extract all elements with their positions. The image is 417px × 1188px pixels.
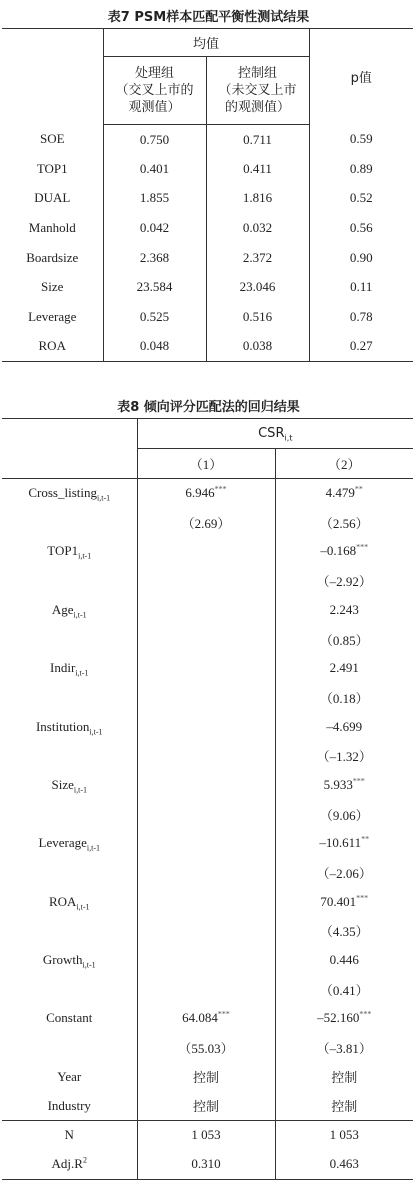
- table8-col1-coef-text: 64.084: [182, 1010, 218, 1026]
- significance-stars: ***: [352, 776, 365, 786]
- table8-col1-coef: [137, 1004, 275, 1033]
- significance-stars: **: [354, 485, 363, 495]
- table8-var-empty: [2, 916, 137, 945]
- table7-treat-value: 0.750: [103, 125, 206, 155]
- var-subscript: i,t-1: [76, 902, 90, 912]
- table7-header-mean: 均值: [103, 29, 309, 57]
- table8-col2-tstat: （0.41）: [319, 982, 369, 998]
- table7-row: [2, 243, 413, 273]
- table7-control-value: 2.372: [206, 243, 309, 273]
- table8-col2-coef-text: –52.160: [317, 1010, 360, 1026]
- table8-var: [2, 712, 137, 741]
- significance-stars: **: [361, 835, 370, 845]
- table8-col1-stat: 1 053: [137, 1121, 275, 1150]
- table8-col1-coef: [137, 595, 275, 624]
- table7-control-value: 0.411: [206, 154, 309, 184]
- significance-stars: ***: [356, 543, 369, 553]
- table7-control-value: 0.032: [206, 213, 309, 243]
- table7-var: Size: [2, 272, 103, 302]
- table7-var: Manhold: [2, 213, 103, 243]
- table7-p-value: 0.11: [350, 279, 373, 295]
- table8-var: [2, 946, 137, 975]
- table7-var: SOE: [2, 125, 103, 155]
- table8-tstat-row: [2, 624, 413, 653]
- table7-p-value: 0.56: [349, 220, 373, 236]
- table8: [2, 418, 413, 1180]
- table8-col1-coef: [137, 829, 275, 858]
- table8-col1-coef: [137, 654, 275, 683]
- significance-stars: ***: [217, 1010, 230, 1020]
- table8-col1-label: （1）: [137, 449, 275, 479]
- table8-col1-tstat: [137, 858, 275, 887]
- table8-colnum-row: [2, 449, 413, 479]
- var-name: Size: [51, 776, 74, 792]
- stat-name: Adj.R: [51, 1156, 83, 1172]
- table8-var-empty: [2, 741, 137, 770]
- table8-coef-row: [2, 887, 413, 916]
- table7-var: Leverage: [2, 302, 103, 332]
- var-name: Age: [51, 601, 74, 617]
- table8-col2-coef-text: 4.479: [325, 485, 355, 501]
- table8-col2-coef: [275, 654, 413, 683]
- table8-col2-tstat: （–1.32）: [316, 749, 372, 765]
- table8-col1-control: 控制: [137, 1091, 275, 1120]
- var-subscript: i,t-1: [78, 552, 92, 562]
- table7-var: ROA: [2, 332, 103, 362]
- table8-col1-coef: [137, 537, 275, 566]
- table8-col2-coef: [275, 712, 413, 741]
- table8-var-empty: [2, 800, 137, 829]
- table8-col1-tstat: [137, 800, 275, 829]
- table8-coef-row: [2, 595, 413, 624]
- var-subscript: i,t-1: [73, 785, 87, 795]
- table8-col1-coef: [137, 946, 275, 975]
- table7-p-value: 0.52: [349, 190, 373, 206]
- table8-tstat-row: [2, 858, 413, 887]
- table7-treat-value: 0.401: [103, 154, 206, 184]
- var-name: Indir: [50, 660, 76, 676]
- table8-title: 表8 倾向评分匹配法的回归结果: [117, 400, 300, 415]
- table8-col1-stat: 0.310: [137, 1150, 275, 1179]
- var-subscript: i,t-1: [97, 493, 111, 503]
- table8-var: [2, 1150, 137, 1179]
- table7-control-value: 0.038: [206, 332, 309, 362]
- table8-var-empty: [2, 1033, 137, 1062]
- var-name: Leverage: [38, 835, 87, 851]
- table7-var: Boardsize: [2, 243, 103, 273]
- significance-stars: ***: [214, 485, 227, 495]
- table7-row: [2, 154, 413, 184]
- table8-coef-row: [2, 537, 413, 566]
- table8-col2-coef: [275, 770, 413, 799]
- table7-var: DUAL: [2, 184, 103, 214]
- table7-control-value: 0.711: [206, 125, 309, 155]
- table8-header-depvar: [137, 419, 413, 449]
- table8-col1-tstat: [137, 916, 275, 945]
- var-name: Cross_listing: [28, 485, 97, 501]
- significance-stars: ***: [359, 1010, 372, 1020]
- table8-tstat-row: [2, 975, 413, 1004]
- table8-tstat-row: [2, 800, 413, 829]
- table8-col1-tstat: （2.69）: [137, 508, 275, 537]
- table8-var: [2, 537, 137, 566]
- table8-tstat-row: [2, 1033, 413, 1062]
- table8-var: [2, 1121, 137, 1150]
- table7-treat-value: 1.855: [103, 184, 206, 214]
- var-name: Constant: [46, 1010, 93, 1026]
- table7-p-value: 0.90: [349, 249, 373, 265]
- table8-col2-coef: [275, 946, 413, 975]
- table7-row: [2, 332, 413, 362]
- stat-name: N: [64, 1127, 74, 1143]
- table8-var: [2, 479, 137, 508]
- depvar-subscript: i,t: [284, 433, 293, 443]
- table7-treat-value: 0.042: [103, 213, 206, 243]
- table8-col2-tstat: （–3.81）: [316, 1041, 372, 1057]
- var-name: TOP1: [47, 543, 79, 559]
- table8-col2-coef: [275, 537, 413, 566]
- table7-corner: [2, 29, 103, 125]
- table8-coef-row: [2, 712, 413, 741]
- table7-p-value: 0.78: [349, 308, 373, 324]
- table8-col2-tstat: （–2.92）: [316, 574, 372, 590]
- table8-var: [2, 654, 137, 683]
- table7-header-treat: 处理组 （交叉上市的 观测值）: [103, 57, 206, 125]
- table7-row: [2, 125, 413, 155]
- table8-corner: [2, 419, 137, 449]
- table8-col2-coef: [275, 479, 413, 508]
- table8-col1-control: 控制: [137, 1062, 275, 1091]
- table8-col2-control: 控制: [331, 1070, 358, 1086]
- table7-p-value: 0.89: [349, 160, 373, 176]
- table7-row: [2, 272, 413, 302]
- table8-col1-tstat: [137, 683, 275, 712]
- stat-superscript: 2: [82, 1155, 87, 1165]
- table8-tstat-row: [2, 683, 413, 712]
- significance-stars: ***: [356, 893, 369, 903]
- table8-coef-row: [2, 829, 413, 858]
- table8-coef-row: [2, 654, 413, 683]
- table8-col2-tstat: （0.85）: [319, 632, 369, 648]
- table8-col2-tstat: （2.56）: [319, 515, 369, 531]
- depvar-label: CSR: [258, 426, 285, 441]
- table8-col2-coef-text: –0.168: [320, 543, 357, 559]
- table8-var-empty: [2, 566, 137, 595]
- table8-header-row: [2, 419, 413, 449]
- table7-row: [2, 213, 413, 243]
- table8-col2-coef-text: –4.699: [326, 718, 363, 734]
- table8-col2-tstat: （0.18）: [319, 690, 369, 706]
- table7-treat-value: 0.048: [103, 332, 206, 362]
- table7-control-value: 1.816: [206, 184, 309, 214]
- table8-var: [2, 1004, 137, 1033]
- table7-row: [2, 302, 413, 332]
- table8-control-row: [2, 1091, 413, 1120]
- table8-var-empty: [2, 975, 137, 1004]
- table8-col2-coef: [275, 595, 413, 624]
- table8-col2-coef-text: 2.243: [329, 601, 359, 617]
- var-subscript: i,t-1: [75, 668, 89, 678]
- table8-var-empty: [2, 508, 137, 537]
- table7-title: 表7 PSM样本匹配平衡性测试结果: [107, 10, 310, 25]
- table8-col2-coef-text: 5.933: [323, 776, 353, 792]
- table7-var: TOP1: [2, 154, 103, 184]
- table8-var: Industry: [2, 1091, 137, 1120]
- table8-col1-tstat: [137, 624, 275, 653]
- table8-col2-label: （2）: [275, 449, 413, 479]
- var-name: ROA: [48, 893, 77, 909]
- table8-col2-coef: [275, 1004, 413, 1033]
- table8-col2-coef: [275, 887, 413, 916]
- table8-tstat-row: [2, 566, 413, 595]
- table8-col1-tstat: [137, 566, 275, 595]
- table8-col2-stat: 1 053: [329, 1127, 359, 1143]
- table7-header-p: p值: [309, 29, 413, 125]
- table7-control-value: 23.046: [206, 272, 309, 302]
- table7-treat-value: 0.525: [103, 302, 206, 332]
- table7-p-value: 0.59: [349, 131, 373, 147]
- table8-var: [2, 829, 137, 858]
- table8-col1-tstat: （55.03）: [137, 1033, 275, 1062]
- table8-col2-coef-text: 0.446: [329, 952, 359, 968]
- table8-col1-coef: [137, 479, 275, 508]
- table8-col1-coef: [137, 887, 275, 916]
- table8-stat-row: [2, 1150, 413, 1179]
- table8-coef-row: [2, 770, 413, 799]
- table7-p-value: 0.27: [309, 332, 413, 362]
- table8-tstat-row: [2, 916, 413, 945]
- table8-var: Year: [2, 1062, 137, 1091]
- var-name: Institution: [35, 718, 90, 734]
- table8-col1-coef: [137, 770, 275, 799]
- table8-col1-coef: [137, 712, 275, 741]
- table8-col1-tstat: [137, 741, 275, 770]
- table8-control-row: [2, 1062, 413, 1091]
- table8-var: [2, 770, 137, 799]
- table8-coef-row: [2, 946, 413, 975]
- table7-treat-value: 2.368: [103, 243, 206, 273]
- table8-col2-tstat: （4.35）: [319, 924, 369, 940]
- table7-header-control: 控制组 （未交叉上市 的观测值）: [206, 57, 309, 125]
- var-subscript: i,t-1: [73, 610, 87, 620]
- table7-treat-value: 23.584: [103, 272, 206, 302]
- table7-control-value: 0.516: [206, 302, 309, 332]
- table8-col2-coef-text: –10.611: [319, 835, 362, 851]
- table8-var-empty: [2, 624, 137, 653]
- table8-col2-tstat: （9.06）: [319, 807, 369, 823]
- table8-col2-tstat: （–2.06）: [316, 866, 372, 882]
- table8-col2-control: 控制: [275, 1091, 413, 1120]
- table8-corner-2: [2, 449, 137, 479]
- table8-col1-tstat: [137, 975, 275, 1004]
- table8-col2-coef: [275, 829, 413, 858]
- var-name: Growth: [42, 952, 83, 968]
- var-subscript: i,t-1: [82, 960, 96, 970]
- var-subscript: i,t-1: [89, 727, 103, 737]
- table7-row: [2, 184, 413, 214]
- table8-var-empty: [2, 683, 137, 712]
- var-subscript: i,t-1: [86, 843, 100, 853]
- table8-stat-row: [2, 1121, 413, 1150]
- table8-var-empty: [2, 858, 137, 887]
- table8-col2-stat: 0.463: [275, 1150, 413, 1179]
- table7: [2, 28, 413, 362]
- table8-col1-coef-text: 6.946: [185, 485, 215, 501]
- table8-coef-row: [2, 479, 413, 508]
- table8-var: [2, 595, 137, 624]
- table8-tstat-row: [2, 741, 413, 770]
- table8-col2-coef-text: 70.401: [320, 893, 357, 909]
- table8-var: [2, 887, 137, 916]
- table8-tstat-row: [2, 508, 413, 537]
- table8-coef-row: [2, 1004, 413, 1033]
- table8-col2-coef-text: 2.491: [329, 660, 359, 676]
